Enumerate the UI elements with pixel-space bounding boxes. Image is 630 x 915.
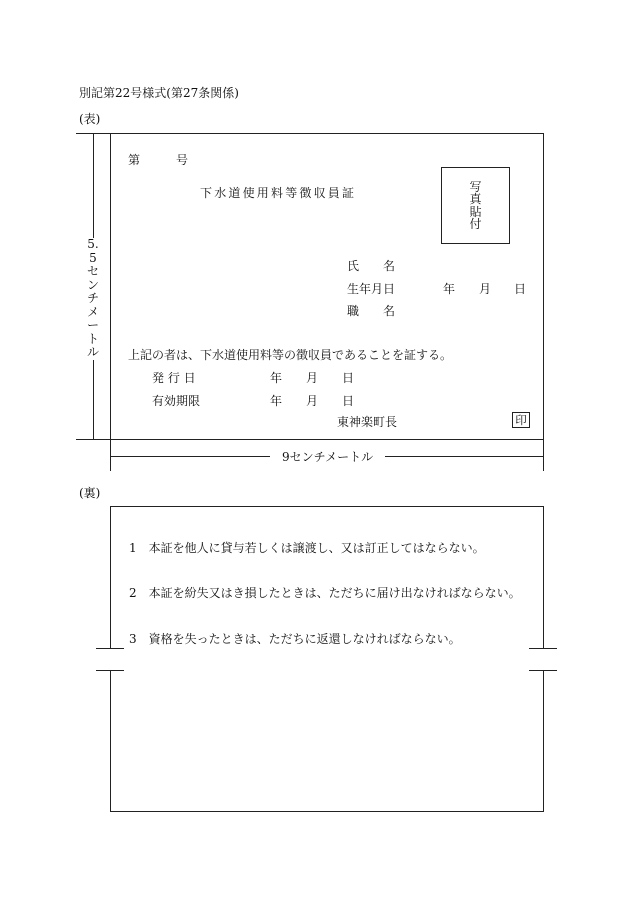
- break-mark-right-upper: [529, 648, 557, 649]
- height-dimension-label: 5.5センチメートル: [86, 237, 99, 359]
- number-prefix: 第: [128, 153, 141, 167]
- expiry-year: 年: [270, 394, 283, 408]
- issue-month: 月: [306, 371, 319, 385]
- seal-mark: 印: [512, 412, 530, 428]
- back-card-bottom-edge: [110, 811, 544, 812]
- back-card-left-edge-lower: [110, 671, 111, 812]
- issuer-name: 東神楽町長: [337, 415, 398, 429]
- birth-day: 日: [514, 282, 527, 296]
- birth-month: 月: [479, 282, 492, 296]
- card-title: 下水道使用料等徴収員証: [200, 186, 357, 200]
- back-label: (裏): [79, 486, 101, 500]
- expiry-day: 日: [342, 394, 355, 408]
- job-label: 職 名: [347, 304, 396, 318]
- photo-box: [441, 167, 510, 244]
- back-card-right-edge-lower: [543, 671, 544, 812]
- issue-year: 年: [270, 371, 283, 385]
- back-rule-2: 2 本証を紛失又はき損したときは、ただちに届け出なければならない。: [129, 586, 521, 600]
- name-label: 氏 名: [347, 259, 396, 273]
- bottom-extension-line: [76, 439, 110, 440]
- certify-text: 上記の者は、下水道使用料等の徴収員であることを証する。: [128, 348, 453, 362]
- width-dimension-label: 9センチメートル: [270, 448, 385, 465]
- expiry-label: 有効期限: [152, 394, 201, 408]
- break-mark-left-lower: [96, 670, 124, 671]
- birth-year: 年: [443, 282, 456, 296]
- expiry-month: 月: [306, 394, 319, 408]
- back-rule-1: 1 本証を他人に貸与若しくは譲渡し、又は訂正してはならない。: [129, 541, 485, 555]
- back-card-right-edge-upper: [543, 506, 544, 648]
- front-label: (表): [79, 112, 101, 126]
- break-mark-left-upper: [96, 648, 124, 649]
- form-title: 別記第22号様式(第27条関係): [79, 86, 239, 100]
- back-card-top-edge: [110, 506, 544, 507]
- number-suffix: 号: [176, 153, 189, 167]
- issue-label: 発 行 日: [152, 371, 196, 385]
- back-card-left-edge-upper: [110, 506, 111, 648]
- issue-day: 日: [342, 371, 355, 385]
- photo-label: 写真貼付: [469, 179, 482, 231]
- back-rule-3: 3 資格を失ったときは、ただちに返還しなければならない。: [129, 632, 461, 646]
- birth-label: 生年月日: [347, 282, 396, 296]
- break-mark-right-lower: [529, 670, 557, 671]
